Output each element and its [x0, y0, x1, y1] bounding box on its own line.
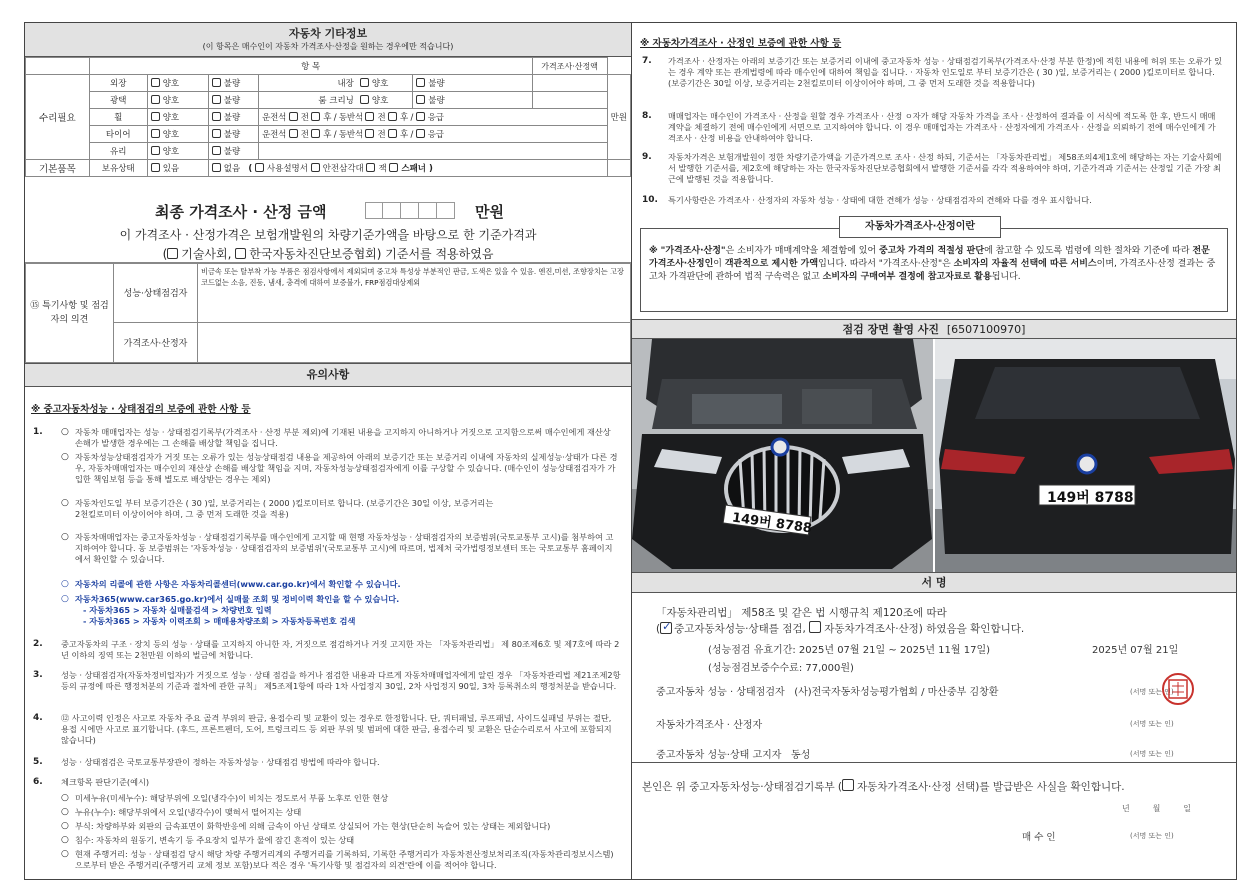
checkbox[interactable] [212, 95, 221, 104]
buyer-confirm-section [632, 763, 1236, 879]
option-label: 있음 [162, 164, 180, 174]
option-label: 양호 [162, 96, 180, 106]
item-number: 9. [642, 152, 652, 162]
interior-label: 내장 [259, 75, 357, 92]
bullet-icon: ○ [61, 594, 69, 604]
signature-hint: (서명 또는 인) [1130, 688, 1174, 696]
option-label: 후 / [323, 130, 337, 140]
def-text: 중고차 가격의 적절성 판단 [879, 246, 985, 256]
def-text: 소비자의 자율적 선택에 따른 서비스 [953, 259, 1097, 269]
checkbox[interactable] [212, 78, 221, 87]
glass-label: 유리 [89, 143, 147, 160]
def-text: 됩니다. [991, 272, 1021, 282]
option-label: 양호 [162, 130, 180, 140]
option-label: 사용설명서 [266, 164, 308, 174]
final-price-unit: 만원 [475, 203, 504, 221]
option-label: 불량 [223, 79, 241, 89]
pricing-definition-box [640, 221, 1228, 312]
rear-photo-image [935, 339, 1236, 573]
driver-seat-label: 운전석 [262, 113, 287, 123]
final-price-boxes[interactable] [365, 202, 455, 223]
final-price-line2: 이 가격조사 · 산정가격은 보험개발원의 차량기준가액을 바탕으로 한 기준가격과 [119, 228, 537, 242]
def-text: 이며, 가격조사·산정 결과는 중고차 가격판단에 관하여 법적 구속력은 없고 [649, 259, 1216, 282]
tire-label: 타이어 [89, 126, 147, 143]
checkbox[interactable] [255, 163, 264, 172]
bullet-icon: ○ [61, 807, 69, 817]
notifier-name: 동성 [791, 750, 811, 761]
final-price-section [25, 193, 631, 263]
option-label: 불량 [223, 147, 241, 157]
sign-section [632, 593, 1236, 763]
checked-checkbox[interactable] [660, 622, 672, 634]
bullet-icon: ○ [61, 793, 69, 803]
bullet-icon: ○ [61, 835, 69, 845]
notice-text: 중고자동차의 구조 · 장치 등의 성능 · 상태를 고지하지 아니한 자, 거짓으로 점검하거나 거짓 고지한 자는 「자동차관리법」 제 80조제6호 및 제7호에 따라 2년 이하의 징역 또는 2천만원 이하의 벌금에 처합니다. [61, 639, 620, 661]
car365-notice: 자동차365(www.car365.go.kr)에서 실매물 조회 및 정비이력 확인을 할 수 있습니다. [75, 594, 400, 604]
bullet-icon: ○ [61, 579, 69, 589]
passenger-seat-label: 동반석 [338, 130, 363, 140]
car365-path2: - 자동차365 > 자동차 이력조회 > 매매용차량조회 > 자동차등록번호 검색 [83, 616, 356, 626]
room-cleaning-label: 룸 크리닝 [259, 92, 357, 109]
checkbox[interactable] [389, 163, 398, 172]
def-text: 에 참고할 수 있도록 법령에 의한 절차와 기준에 따라 [984, 246, 1193, 256]
signature-hint: (서명 또는 인) [1130, 720, 1174, 728]
item-number: 1. [33, 427, 43, 437]
signature-hint: (서명 또는 인) [1130, 750, 1174, 758]
option-label: 전 [377, 130, 386, 140]
holding-status-label: 보유상태 [89, 160, 147, 177]
checkbox[interactable] [151, 78, 160, 87]
item-number: 4. [33, 713, 43, 723]
option-label: 양호 [162, 147, 180, 157]
checkbox[interactable] [365, 129, 374, 138]
vehicle-other-info-header [25, 23, 631, 57]
checkbox[interactable] [809, 621, 821, 633]
checkbox[interactable] [151, 129, 160, 138]
option-label: 전 [300, 113, 309, 123]
def-text: 소비자의 구매여부 결정에 참고자료로 활용 [822, 272, 992, 282]
buyer-confirm-text: 본인은 위 중고자동차성능·상태점검기록부 ( [642, 781, 843, 793]
special-notes-table [25, 263, 631, 363]
option-label: 양호 [371, 96, 389, 106]
notice-text: 자동차인도일 부터 보증기간은 ( 30 )일, 보증거리는 ( 2000 )킬로미터로 합니다. (보증기간은 30일 이상, 보증거리는 2천킬로미터 이상이어야 하며, 그 중 먼저 도래한 것을 적용) [75, 498, 494, 520]
car365-path1: - 자동차365 > 자동차 실매물검색 > 차량번호 입력 [83, 605, 272, 615]
option-label: 한국자동차진단보증협회) 기준서를 적용하였음 [249, 247, 494, 261]
checkbox[interactable] [235, 248, 246, 259]
note-mark: ※ [649, 246, 658, 256]
notice-text: 체크항목 판단기준(예시) [61, 777, 150, 787]
bullet-icon: ○ [61, 452, 69, 462]
sign-date: 2025년 07월 21일 [1092, 645, 1179, 656]
rear-plate-text: 149버 8788 [1047, 490, 1134, 506]
pricer-role: 자동차가격조사 · 산정자 [656, 720, 763, 731]
checkbox[interactable] [151, 95, 160, 104]
option-label: 자동차가격조사·산정) 하였음을 확인합니다. [824, 623, 1025, 635]
checkbox[interactable] [842, 779, 854, 791]
option-label: 잭 [378, 164, 387, 174]
inspector-label: 성능·상태점검자 [114, 264, 198, 323]
item-header: 항 목 [89, 58, 532, 75]
option-label: 기술사회, [181, 247, 232, 261]
criteria-text: 현재 주행거리: 성능 · 상태점검 당시 해당 차량 주행거리계의 주행거리를 기록하되, 기록한 주행거리가 자동차전산정보처리조직(자동차관리정보시스템)으로부터 받은 주행거리(주행거리 교체 정보 포함)보다 적은 경우 '특기사항 및 점검자의 의견'란에 이를 적어야 합니다. [75, 849, 614, 871]
checkbox[interactable] [366, 163, 375, 172]
option-label: 전 [377, 113, 386, 123]
paren: ( [656, 623, 661, 635]
paren: ( [162, 247, 168, 261]
price-header: 가격조사·산정액 [532, 58, 607, 75]
item-number: 8. [642, 111, 652, 121]
checkbox[interactable] [212, 146, 221, 155]
item-number: 5. [33, 757, 43, 767]
basic-items-label: 기본품목 [26, 160, 90, 177]
driver-seat-label: 운전석 [262, 130, 287, 140]
repair-label: 수리필요 [26, 75, 90, 160]
fee-text: (성능점검보증수수료: 77,000원) [708, 663, 854, 674]
buyer-date: 년 월 일 [1122, 804, 1191, 813]
notice-text: 자동차 매매업자는 성능 · 상태점검기록부(가격조사 · 산정 부분 제외)에 기재된 내용을 고지하지 아니하거나 거짓으로 고지함으로써 매수인에게 재산상 손해가 발생한 경우에는 그 손해를 배상할 책임을 집니다. [75, 427, 611, 449]
bullet-icon: ○ [61, 498, 69, 508]
option-label: 안전삼각대 [322, 164, 364, 174]
option-label: 불량 [223, 113, 241, 123]
pricing-guarantee-section [632, 23, 1236, 319]
checkbox[interactable] [311, 112, 320, 121]
option-label: 후 / [400, 130, 414, 140]
notice-heading: ※ 중고자동차성능 · 상태점검의 보증에 관한 사항 등 [31, 404, 251, 415]
option-label: 양호 [371, 79, 389, 89]
checkbox[interactable] [416, 95, 425, 104]
option-label: 응급 [427, 130, 444, 140]
bullet-icon: ○ [61, 427, 69, 437]
checkbox[interactable] [167, 248, 178, 259]
seal-stamp [1162, 673, 1194, 705]
paren: ( [248, 164, 253, 174]
notice-text: 가격조사 · 산정자는 아래의 보증기간 또는 보증거리 이내에 중고자동차 성능 · 상태점검기록부(가격조사·산정 부분 한정)에 적힌 내용에 허위 또는 오류가 있는 경우 계약 또는 관계법령에 따라 매수인에 대하여 책임을 집니다. · 자동차 인도일로 부터 보증기간은 ( 30 )일, 보증거리는 ( 2000 )킬로미터로 합니다. (보증기간은 30일 이상, 보증거리는 2천킬로미터 이상이어야 하며, 그 중 먼저 도래한 것을 적용합니다) [668, 56, 1223, 89]
repair-table [25, 57, 631, 212]
checkbox[interactable] [212, 129, 221, 138]
checkbox[interactable] [151, 163, 160, 172]
pricing-heading: ※ 자동차가격조사 · 산정인 보증에 관한 사항 등 [640, 38, 842, 49]
notice-text: 자동차성능상태점검자가 거짓 또는 오류가 있는 성능상태점검 내용을 제공하여 아래의 보증기간 또는 보증거리 이내에 자동차의 실제성능·상태가 다른 경우, 자동차매매업자는 매수인의 재산상 손해를 배상할 책임을 지며, 자동차성능상태점검자에게 이를 구상할 수 있습니다. (매수인이 성능상태점검자가 가입한 책임보험 등을 통해 별도로 배상받는 경우는 제외) [75, 452, 618, 485]
inspector-opinion: 비금속 또는 탈부착 가능 부품은 점검사항에서 제외되며 중고차 특성상 부분적인 판금, 도색은 있을 수 있음. 엔진,미션, 조향장치는 고장코드없는 소음, 진동, 냄새, 충격에 대하여 보증불가, FRP점검대상제외 [198, 264, 631, 323]
notifier-role: 중고자동차 성능·상태 고지자 [656, 750, 782, 761]
option-label: 불량 [428, 79, 445, 89]
item-number: 6. [33, 777, 43, 787]
criteria-text: 미세누유(미세누수): 해당부위에 오일(냉각수)이 비치는 정도로서 부품 노후로 인한 현상 [75, 793, 389, 803]
notice-text: 자동차가격은 보험개발원이 정한 차량기준가액을 기준가격으로 조사 · 산정 하되, 기준서는 「자동차관리법」 제58조의4제1호에 해당하는 자는 기술사회에서 발행한 기준서를, 제2호에 해당하는 자는 한국자동차진단보증협회에서 발행한 기준서를 각각 적용하여야 하며, 기준가격과 기준서는 산정일 기준 가장 최근에 발행된 것을 적용합니다. [668, 152, 1222, 185]
item-number: 10. [642, 195, 658, 205]
checkbox[interactable] [151, 112, 160, 121]
option-label: 불량 [223, 96, 241, 106]
unit-label: 만원 [607, 75, 630, 160]
def-text: 전문 가격조사·산정인 [649, 246, 1210, 269]
photo-section-title [632, 319, 1236, 339]
bullet-icon: ○ [61, 821, 69, 831]
option-label: 후 / [323, 113, 337, 123]
pricer-label: 가격조사·산정자 [114, 322, 198, 362]
recall-notice: 자동차의 리콜에 관한 사항은 자동차리콜센터(www.car.go.kr)에서 확인할 수 있습니다. [75, 579, 401, 589]
wheel-label: 휠 [89, 109, 147, 126]
option-label: 전 [300, 130, 309, 140]
inspector-role: 중고자동차 성능 · 상태점검자 [656, 687, 785, 698]
notice-body [25, 387, 631, 879]
special-notes-label: ⑮ 특기사항 및 점검자의 의견 [26, 264, 114, 363]
notice-title: 유의사항 [25, 363, 631, 387]
notice-text: ⑫ 사고이력 인정은 사고로 자동차 주요 골격 부위의 판금, 용접수리 및 교환이 있는 경우로 한정합니다. 단, 쿼터패널, 루프패널, 사이드실패널 부위는 절단, 용접 시에만 사고로 표기합니다. (후드, 프론트펜더, 도어, 트렁크리드 등 외판 부위 및 범퍼에 대한 판금, 용접수리 및 교환은 단순수리로서 사고에 포함되지 않습니다) [61, 713, 612, 746]
option-label: 중고자동차성능·상태를 점검, [674, 623, 806, 635]
checkbox[interactable] [311, 163, 320, 172]
engine-bay-photo-image [632, 339, 933, 573]
photo-area [632, 339, 1236, 573]
criteria-text: 누유(누수): 해당부위에서 오일(냉각수)이 맺혀서 떨어지는 상태 [75, 807, 302, 817]
notice-text: 특기사항란은 가격조사 · 산정자의 자동차 성능 · 상태에 대한 견해가 성능 · 상태점검자의 견해와 다를 경우 표시합니다. [668, 195, 1092, 205]
checkbox[interactable] [388, 129, 397, 138]
section-title: 자동차 기타정보 [288, 27, 368, 40]
checkbox[interactable] [360, 95, 369, 104]
checkbox[interactable] [289, 129, 298, 138]
front-plate-text: 149버 8788 [731, 510, 813, 537]
item-number: 2. [33, 639, 43, 649]
checkbox[interactable] [388, 112, 397, 121]
checkbox[interactable] [416, 112, 425, 121]
checkbox[interactable] [212, 163, 221, 172]
checkbox[interactable] [365, 112, 374, 121]
item-number: 7. [642, 56, 652, 66]
notice-text: 성능 · 상태점검은 국토교통부장관이 정하는 자동차성능 · 상태점검 방법에 따라야 합니다. [61, 757, 380, 767]
def-text: 은 소비자가 매매계약을 체결함에 있어 [725, 246, 880, 256]
left-column [24, 22, 632, 880]
checkbox[interactable] [416, 78, 425, 87]
exterior-label: 외장 [89, 75, 147, 92]
inspector-name: (사)전국자동차성능평가협회 / 마산중부 김창환 [794, 687, 999, 698]
final-price-title: 최종 가격조사 · 산정 금액 [155, 203, 327, 221]
engine-bay-photo [632, 339, 933, 573]
def-text: 입니다. 따라서 "가격조사·산정"은 [818, 259, 954, 269]
option-label: 스패너 ) [401, 164, 433, 174]
checkbox[interactable] [311, 129, 320, 138]
checkbox[interactable] [416, 129, 425, 138]
signature-hint: (서명 또는 인) [1130, 832, 1174, 840]
photo-title: 점검 장면 촬영 사진 [842, 323, 940, 336]
option-label: 불량 [223, 130, 241, 140]
definition-box-title: 자동차가격조사·산정이란 [839, 216, 1001, 238]
buyer-confirm-text2: 자동차가격조사·산정 선택)를 발급받은 사실을 확인합니다. [857, 781, 1125, 793]
item-number: 3. [33, 670, 43, 680]
rear-photo [935, 339, 1236, 573]
sign-section-title: 서 명 [632, 573, 1236, 593]
notice-text: 자동차매매업자는 중고자동차성능 · 상태점검기록부를 매수인에게 고지할 때 현행 자동차성능 · 상태점검자의 보증범위(국토교통부 고시)를 첨부하여 고지하여야 합니다. 동 보증범위는 '자동차성능 · 상태점검자의 보증범위'(국토교통부 고시)에 따르며, 법제처 국가법령정보센터 또는 국토교통부 홈페이지에서 확인할 수 있습니다. [75, 532, 614, 565]
checkbox[interactable] [151, 146, 160, 155]
bullet-icon: ○ [61, 849, 69, 859]
def-text: 이 [713, 259, 725, 269]
section-subtitle: (이 항목은 매수인이 자동차 가격조사·산정을 원하는 경우에만 적습니다) [202, 42, 454, 51]
checkbox[interactable] [212, 112, 221, 121]
validity-text: (성능점검 유효기간: 2025년 07월 21일 ~ 2025년 11월 17일) [708, 645, 991, 656]
option-label: 양호 [162, 113, 180, 123]
option-label: 양호 [162, 79, 180, 89]
right-column [631, 22, 1237, 880]
bullet-icon: ○ [61, 532, 69, 542]
check-icon: ✓ [662, 620, 672, 633]
def-text: "가격조사·산정" [660, 246, 726, 256]
sign-law-text: 「자동차관리법」 제58조 및 같은 법 시행규칙 제120조에 따라 [656, 607, 947, 619]
notice-text: 성능 · 상태점검자(자동차정비업자)가 거짓으로 성능 · 상태 점검을 하거나 점검한 내용과 다르게 자동차매매업자에게 알린 경우 「자동차관리법 제21조제2항 등의 규정에 따른 행정처분의 기준과 절차에 관한 규칙」 제5조제1항에 따라 1차 사업정지 30일, 2차 사업정지 90일, 3차 등록취소의 행정처분을 받습니다. [61, 670, 621, 692]
option-label: 불량 [428, 96, 445, 106]
buyer-label: 매 수 인 [1022, 832, 1056, 843]
def-text: 객관적으로 제시한 가액 [724, 259, 819, 269]
option-label: 후 / [400, 113, 414, 123]
checkbox[interactable] [289, 112, 298, 121]
criteria-text: 침수: 자동차의 원동기, 변속기 등 주요장치 일부가 물에 잠긴 흔적이 있는 상태 [75, 835, 355, 845]
photo-code: [6507100970] [946, 323, 1026, 336]
gloss-label: 광택 [89, 92, 147, 109]
option-label: 없음 [223, 164, 241, 174]
checkbox[interactable] [360, 78, 369, 87]
passenger-seat-label: 동반석 [338, 113, 363, 123]
option-label: 응급 [427, 113, 444, 123]
notice-text: 매매업자는 매수인이 가격조사 · 산정을 원할 경우 가격조사 · 산정 ㅇ자가 해당 자동차 가격을 조사 · 산정하여 결과를 이 서식에 적도록 한 후, 반드시 매매계약을 체결하기 전에 매수인에게 서면으로 고지하여야 합니다. 이 경우 매매업자는 가격조사 · 산정자에게 가격조사 · 산정을 의뢰하기 전에 매수인에게 가격조사 · 산정 비용을 안내하여야 합니다. [668, 111, 1216, 144]
criteria-text: 부식: 차량하부와 외판의 금속표면이 화학반응에 의해 금속이 아닌 상태로 상실되어 가는 현상(단순히 녹슬어 있는 상태는 제외합니다) [75, 821, 551, 831]
